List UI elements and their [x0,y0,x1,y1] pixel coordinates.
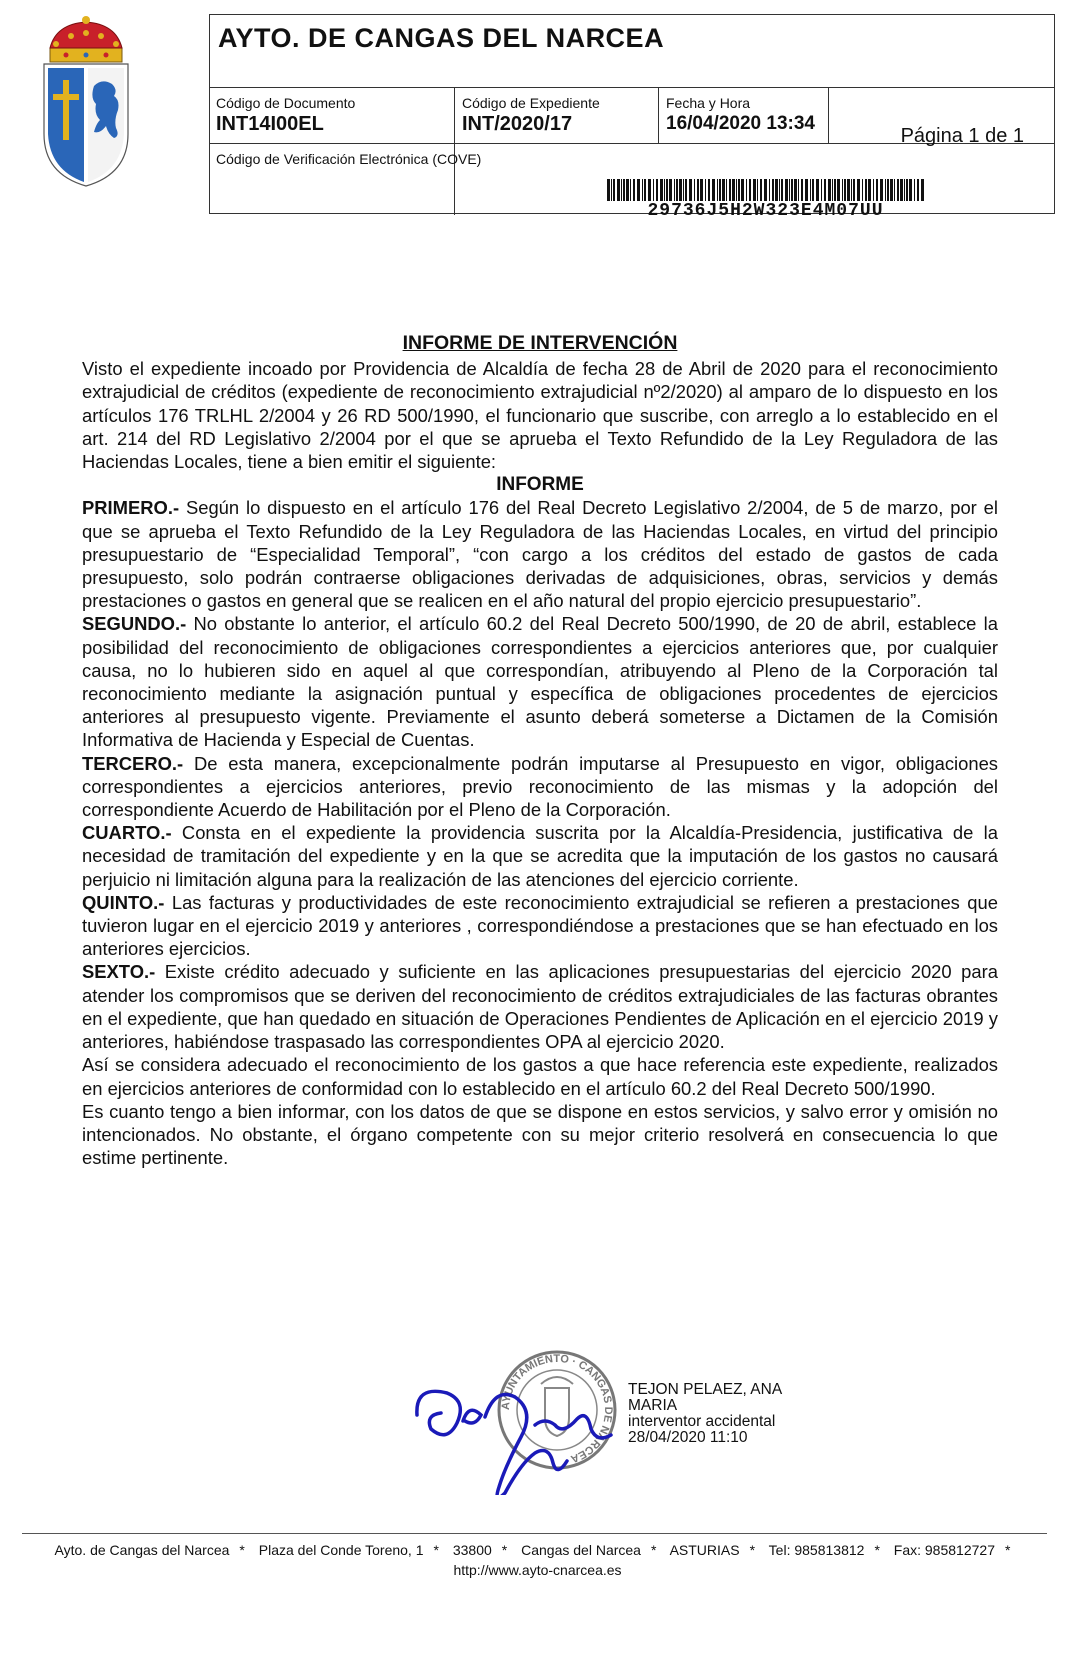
footer-link[interactable]: http://www.ayto-cnarcea.es [453,1562,622,1578]
closing-paragraph-1: Así se considera adecuado el reconocimiento de los gastos a que hace referencia este expediente, realizados en ejercicios anteriores de conformidad con lo establecido en el artículo 60.2 del Real Decreto 500/1990. [82,1054,998,1099]
section-key: PRIMERO.- [82,497,180,519]
section-quinto: QUINTO.- Las facturas y productividades de este reconocimiento extrajudicial se refieren a prestaciones que tuvieron lugar en el ejercicio 2019 y anteriores , correspondiéndose a prestaciones que se han efectuado en los anteriores ejercicios. [82,891,998,960]
footer-address: Ayto. de Cangas del Narcea * Plaza del Conde Toreno, 1 * 33800 * Cangas del Narcea * ASTURIAS * Tel: 985813812 * Fax: 985812727 * http://www.ayto-cnarcea.es [54,1542,1011,1578]
report-body [82,332,998,1169]
cove-label: Código de Verificación Electrónica (COVE) [216,151,482,167]
cove-code: 29736J5H2W323E4M07UU [647,201,884,221]
signer-name-line1: TEJON PELAEZ, ANA [628,1381,783,1398]
section-key: TERCERO.- [82,752,184,774]
footer-item: Fax: 985812727 [893,1542,995,1558]
doc-code-value: INT14I00EL [216,113,324,135]
report-title: INFORME DE INTERVENCIÓN [402,332,678,354]
intro-paragraph: Visto el expediente incoado por Providencia de Alcaldía de fecha 28 de Abril de 2020 para el reconocimiento extrajudicial de créditos (expediente de reconocimiento extrajudicial nº2/2020) al amparo de lo dispuesto en los artículos 176 TRLHL 2/2004 y 26 RD 500/1990, el funcionario que suscribe, con arreglo a lo establecido en el art. 214 del RD Legislativo 2/2004 por el que se aprueba el Texto Refundido de la Ley Reguladora de las Haciendas Locales, tiene a bien emitir el siguiente: [82,358,998,473]
municipal-crest-logo [36,14,136,190]
doc-code-label: Código de Documento [216,95,356,111]
section-segundo: SEGUNDO.- No obstante lo anterior, el artículo 60.2 del Real Decreto 500/1990, de 20 de abril, establece la posibilidad del reconocimiento de obligaciones correspondientes a ejercicios anteriores que, por cualquier causa, no lo hubieren sido en aquel al que correspondían, atribuyendo al Pleno de la Corporación tal reconocimiento mediante la asignación puntual y específica de obligaciones procedentes de ejercicios anteriores al presupuesto vigente. Previamente el asunto deberá someterse a Dictamen de la Comisión Informativa de Hacienda y Especial de Cuentas. [82,613,998,751]
footer-item: Ayto. de Cangas del Narcea [54,1542,230,1558]
datetime-label: Fecha y Hora [666,95,751,111]
section-primero: PRIMERO.- Según lo dispuesto en el artículo 176 del Real Decreto Legislativo 2/2004, de 5 de marzo, por el que se aprueba el Texto Refundido de la Ley Reguladora de las Haciendas Locales, en virtud del principio presupuestario de “Especialidad Temporal”, “con cargo a los créditos del estado de gastos de cada presupuesto, solo podrán contraerse obligaciones derivadas de adquisiciones, obras, servicios y demás prestaciones o gastos en general que se realicen en el año natural del propio ejercicio presupuestario”. [82,497,998,612]
signature-datetime: 28/04/2020 11:10 [628,1429,748,1446]
section-sexto: SEXTO.- Existe crédito adecuado y suficiente en las aplicaciones presupuestarias del ejercicio 2020 para atender los compromisos que se deriven del reconocimiento de créditos extrajudiciales de las facturas obrantes en el expediente, que han quedado en situación de Operaciones Pendientes de Aplicación en el ejercicio 2019 y anteriores, habiéndose traspasado las correspondientes OPA al ejercicio 2020. [82,961,998,1053]
signer-name-line2: MARIA [628,1397,678,1414]
section-key: CUARTO.- [82,822,172,844]
exp-code-label: Código de Expediente [462,95,600,111]
footer-item: Cangas del Narcea [521,1542,641,1558]
signer-block [628,1382,782,1446]
signer-role: interventor accidental [628,1413,776,1430]
exp-code-value: INT/2020/17 [462,113,573,135]
footer-item: 33800 [452,1542,492,1558]
section-tercero: TERCERO.- De esta manera, excepcionalmente podrán imputarse al Presupuesto en vigor, obligaciones correspondientes a ejercicios anteriores, previo reconocimiento de las mismas y la adopción del correspondiente Acuerdo de Habilitación por el Pleno de la Corporación. [82,752,998,821]
section-key: QUINTO.- [82,891,165,913]
datetime-value: 16/04/2020 13:34 [666,113,815,134]
footer-item: Plaza del Conde Toreno, 1 [258,1542,424,1558]
footer-item: ASTURIAS [669,1542,740,1558]
section-key: SEXTO.- [82,961,156,983]
stamp-text: AYUNTAMIENTO · CANGAS DE NARCEA [499,1352,615,1465]
page-indicator: Página 1 de 1 [900,125,1024,147]
handwritten-signature [415,1352,625,1495]
barcode-image [607,179,924,201]
municipality-title: AYTO. DE CANGAS DEL NARCEA [218,23,665,53]
section-cuarto: CUARTO.- Consta en el expediente la providencia suscrita por la Alcaldía-Presidencia, justificativa de la necesidad de tramitación del expediente y en la que se acredita que la imputación de los gastos no causará perjuicio ni limitación alguna para la realización de las atenciones del ejercicio corriente. [82,822,998,890]
closing-paragraph-2: Es cuanto tengo a bien informar, con los datos de que se dispone en estos servicios, y salvo error y omisión no intencionados. No obstante, el órgano competente con su mejor criterio resolverá en consecuencia lo que estime pertinente. [82,1100,998,1169]
section-key: SEGUNDO.- [82,613,187,635]
informe-heading: INFORME [496,474,584,496]
footer-divider [22,1533,1047,1534]
footer-item: Tel: 985813812 [768,1542,865,1558]
document-header-box [209,14,1055,221]
